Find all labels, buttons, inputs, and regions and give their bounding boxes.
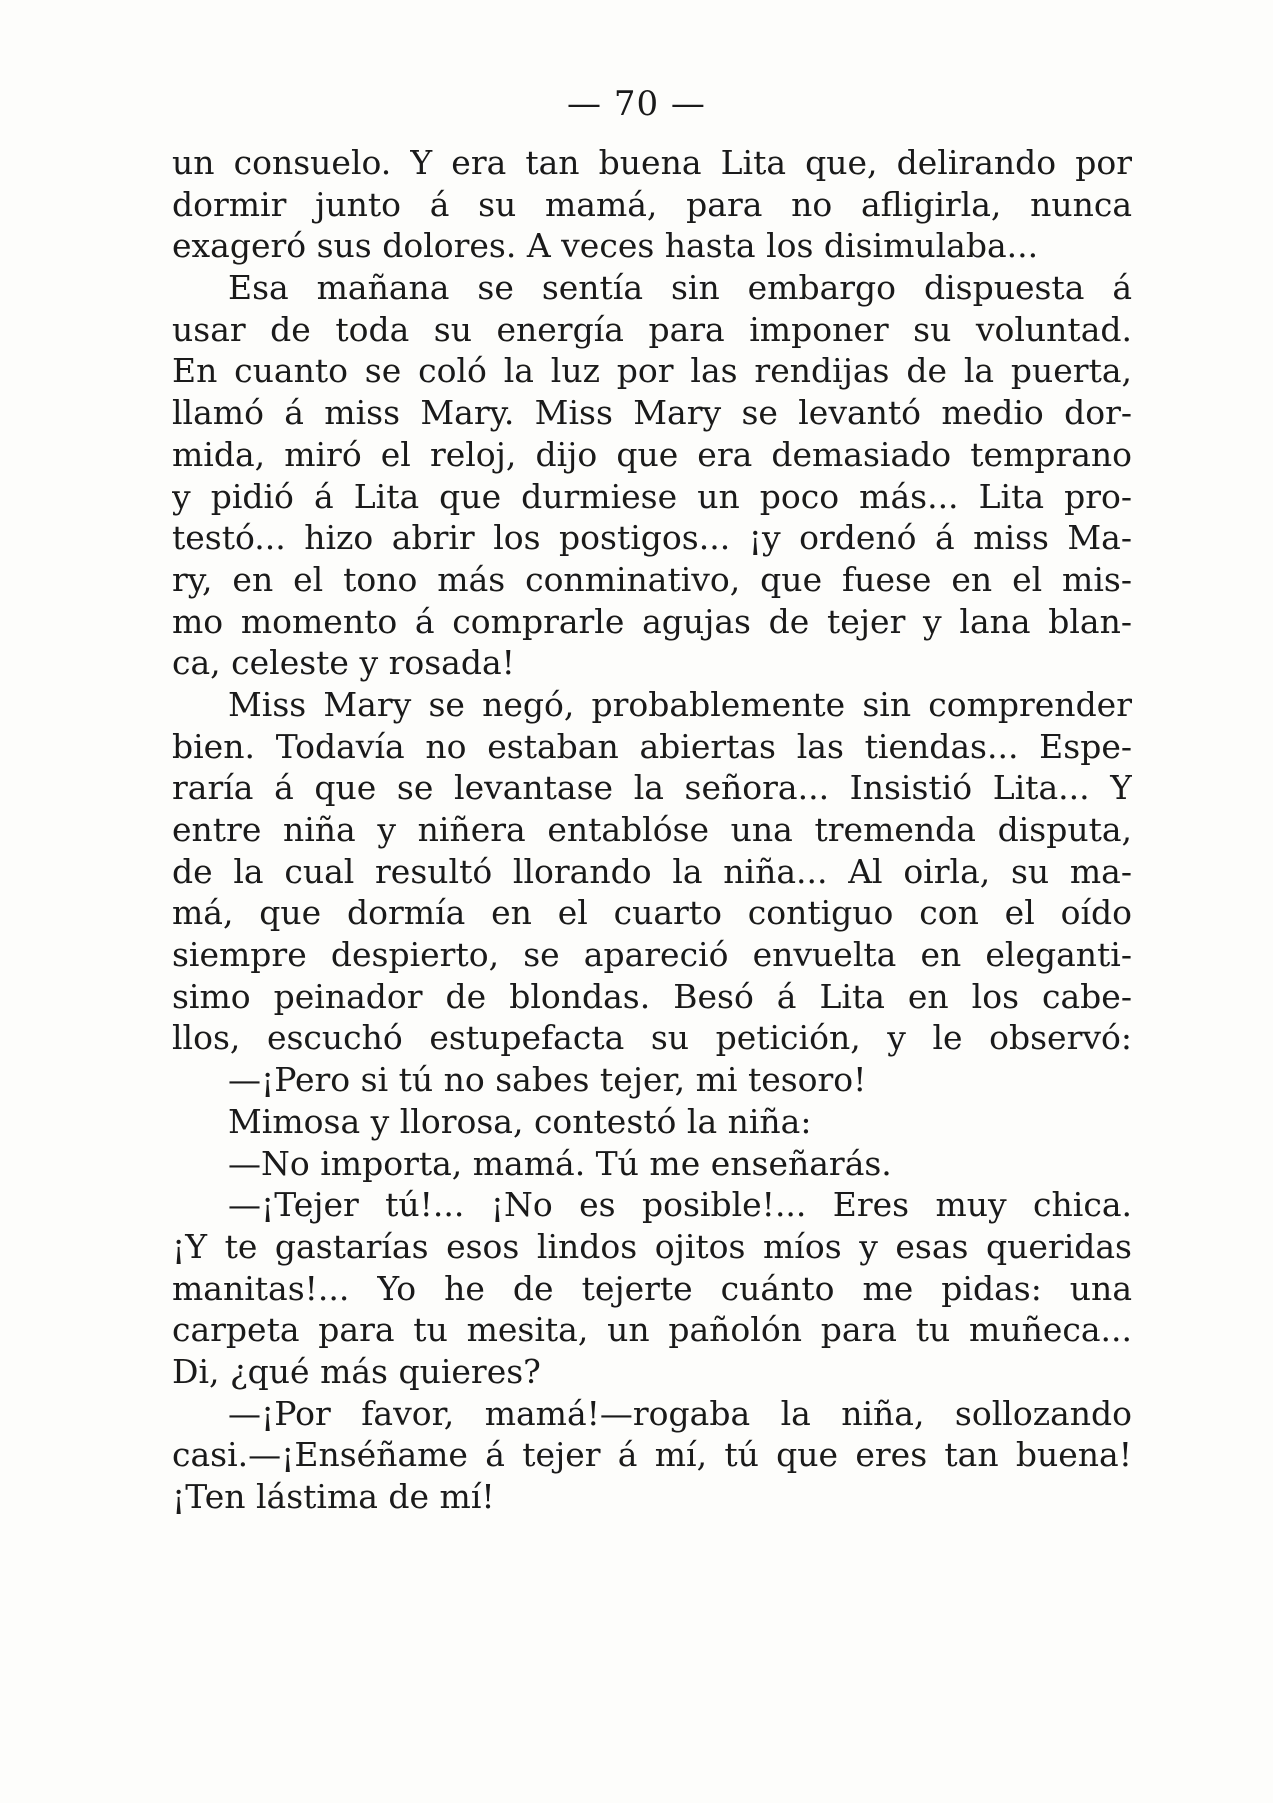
text-line: mo momento á comprarle agujas de tejer y lana blan- <box>172 601 1132 641</box>
text-line: ¡Y te gastarías esos lindos ojitos míos y esas queridas <box>172 1226 1132 1266</box>
text-line: ry, en el tono más conminativo, que fuese en el mis- <box>172 559 1132 599</box>
text-line: —No importa, mamá. Tú me enseñarás. <box>228 1143 892 1183</box>
body-text <box>172 142 1132 1518</box>
text-line: —¡Por favor, mamá!—rogaba la niña, sollozando <box>228 1393 1132 1433</box>
text-line: —¡Pero si tú no sabes tejer, mi tesoro! <box>228 1060 867 1100</box>
text-line: carpeta para tu mesita, un pañolón para tu muñeca... <box>172 1310 1132 1350</box>
text-line: En cuanto se coló la luz por las rendijas de la puerta, <box>172 351 1132 391</box>
text-line: manitas!... Yo he de tejerte cuánto me pidas: una <box>172 1268 1132 1308</box>
text-line: má, que dormía en el cuarto contiguo con el oído <box>172 893 1132 933</box>
text-line: mida, miró el reloj, dijo que era demasiado temprano <box>172 434 1132 474</box>
text-line: exageró sus dolores. A veces hasta los disimulaba... <box>172 226 1039 266</box>
text-line: entre niña y niñera entablóse una tremenda disputa, <box>172 810 1132 849</box>
text-line: Di, ¿qué más quieres? <box>172 1351 541 1391</box>
text-line: dormir junto á su mamá, para no afligirla, nunca <box>172 184 1132 224</box>
text-line: de la cual resultó llorando la niña... Al oirla, su ma- <box>172 851 1132 891</box>
text-line: simo peinador de blondas. Besó á Lita en los cabe- <box>172 976 1132 1016</box>
text-line: un consuelo. Y era tan buena Lita que, delirando por <box>172 143 1132 182</box>
text-line: raría á que se levantase la señora... Insistió Lita... Y <box>172 768 1132 808</box>
text-line: y pidió á Lita que durmiese un poco más... Lita pro- <box>172 476 1132 516</box>
text-line: casi.—¡Enséñame á tejer á mí, tú que eres tan buena! <box>172 1435 1132 1475</box>
text-line: usar de toda su energía para imponer su voluntad. <box>172 309 1132 349</box>
text-line: testó... hizo abrir los postigos... ¡y ordenó á miss Ma- <box>172 518 1132 558</box>
text-line: Esa mañana se sentía sin embargo dispuesta á <box>228 268 1132 308</box>
text-line: ca, celeste y rosada! <box>172 643 515 683</box>
text-line: llamó á miss Mary. Miss Mary se levantó medio dor- <box>172 393 1132 433</box>
text-line: bien. Todavía no estaban abiertas las tiendas... Espe- <box>172 726 1132 766</box>
page-number: — 70 — <box>567 84 706 124</box>
text-line: siempre despierto, se apareció envuelta en eleganti- <box>172 935 1132 975</box>
text-line: ¡Ten lástima de mí! <box>172 1477 495 1516</box>
text-line: —¡Tejer tú!... ¡No es posible!... Eres muy chica. <box>228 1185 1132 1225</box>
text-line: Miss Mary se negó, probablemente sin comprender <box>228 684 1132 724</box>
text-line: Mimosa y llorosa, contestó la niña: <box>228 1101 812 1141</box>
text-line: llos, escuchó estupefacta su petición, y le observó: <box>172 1018 1132 1058</box>
